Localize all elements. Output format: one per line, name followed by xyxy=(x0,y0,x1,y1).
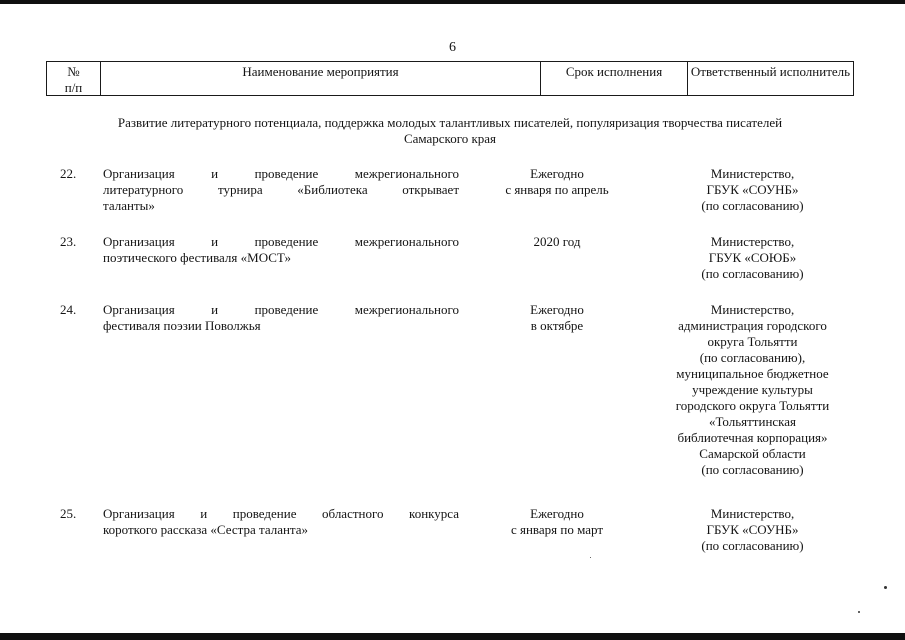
event-term-line: 2020 год xyxy=(533,234,581,249)
event-term-line: с января по март xyxy=(510,522,604,537)
event-name-line: поэтического фестиваля «МОСТ» xyxy=(103,250,292,265)
event-responsible-line: муниципальное бюджетное xyxy=(676,366,829,381)
event-name-line: Организация и проведение межрегионального xyxy=(103,166,459,181)
header-cell-name: Наименование мероприятия xyxy=(101,62,541,95)
event-responsible-line: Министерство, xyxy=(710,302,795,317)
header-cell-number xyxy=(47,62,101,95)
event-responsible xyxy=(655,302,850,478)
section-title xyxy=(46,115,854,147)
event-responsible xyxy=(655,166,850,214)
event-responsible xyxy=(655,234,850,282)
event-responsible-line: (по согласованию), xyxy=(699,350,806,365)
scan-speck xyxy=(590,557,591,558)
event-term-line: с января по апрель xyxy=(505,182,609,197)
event-name-line: таланты» xyxy=(103,198,155,213)
event-name xyxy=(103,166,459,214)
scan-speck xyxy=(858,611,860,613)
scan-speck xyxy=(884,586,887,589)
event-responsible-line: библиотечная корпорация» xyxy=(677,430,828,445)
header-number-line: п/п xyxy=(64,80,83,95)
event-responsible-line: «Тольяттинская xyxy=(708,414,797,429)
table-header xyxy=(46,61,854,96)
row-number: 22. xyxy=(60,166,77,181)
row-number: 25. xyxy=(60,506,77,521)
row-number: 24. xyxy=(60,302,77,317)
event-responsible-line: (по согласованию) xyxy=(701,198,804,213)
event-name-line: фестиваля поэзии Поволжья xyxy=(103,318,261,333)
event-responsible-line: учреждение культуры xyxy=(692,382,813,397)
event-responsible-line: Министерство, xyxy=(710,166,795,181)
event-term-line: Ежегодно xyxy=(530,506,584,521)
event-term xyxy=(478,166,636,198)
event-responsible-line: (по согласованию) xyxy=(701,266,804,281)
event-name-line: Организация и проведение межрегионального xyxy=(103,302,459,317)
event-name-line: литературного турнира «Библиотека открывает xyxy=(103,182,459,197)
event-name-line: короткого рассказа «Сестра таланта» xyxy=(103,522,309,537)
event-term xyxy=(478,302,636,334)
event-name xyxy=(103,302,459,334)
page-number: 6 xyxy=(449,40,456,55)
event-term-line: Ежегодно xyxy=(530,302,584,317)
event-responsible-line: городского округа Тольятти xyxy=(675,398,830,413)
section-title-line: Развитие литературного потенциала, поддержка молодых талантливых писателей, популяризация творчества писателей xyxy=(117,115,783,130)
event-name-line: Организация и проведение областного конкурса xyxy=(103,506,459,521)
event-responsible-line: Министерство, xyxy=(710,234,795,249)
event-responsible xyxy=(655,506,850,554)
event-responsible-line: округа Тольятти xyxy=(707,334,798,349)
header-number-line: № xyxy=(67,64,80,79)
event-name xyxy=(103,506,459,538)
header-cell-responsible: Ответственный исполнитель xyxy=(690,64,851,79)
event-term xyxy=(478,234,636,250)
event-term-line: в октябре xyxy=(530,318,584,333)
scan-edge-bottom xyxy=(0,633,905,640)
event-name-line: Организация и проведение межрегионального xyxy=(103,234,459,249)
event-name xyxy=(103,234,459,266)
event-responsible-line: (по согласованию) xyxy=(701,538,804,553)
event-term-line: Ежегодно xyxy=(530,166,584,181)
event-responsible-line: администрация городского xyxy=(678,318,827,333)
event-responsible-line: ГБУК «СОУНБ» xyxy=(706,522,799,537)
event-responsible-line: (по согласованию) xyxy=(701,462,804,477)
scan-edge-top xyxy=(0,0,905,4)
event-term xyxy=(478,506,636,538)
event-responsible-line: ГБУК «СОЮБ» xyxy=(708,250,797,265)
event-responsible-line: Министерство, xyxy=(710,506,795,521)
section-title-line: Самарского края xyxy=(403,131,497,146)
event-responsible-line: Самарской области xyxy=(699,446,806,461)
event-responsible-line: ГБУК «СОУНБ» xyxy=(706,182,799,197)
header-cell-term: Срок исполнения xyxy=(541,62,688,95)
row-number: 23. xyxy=(60,234,77,249)
